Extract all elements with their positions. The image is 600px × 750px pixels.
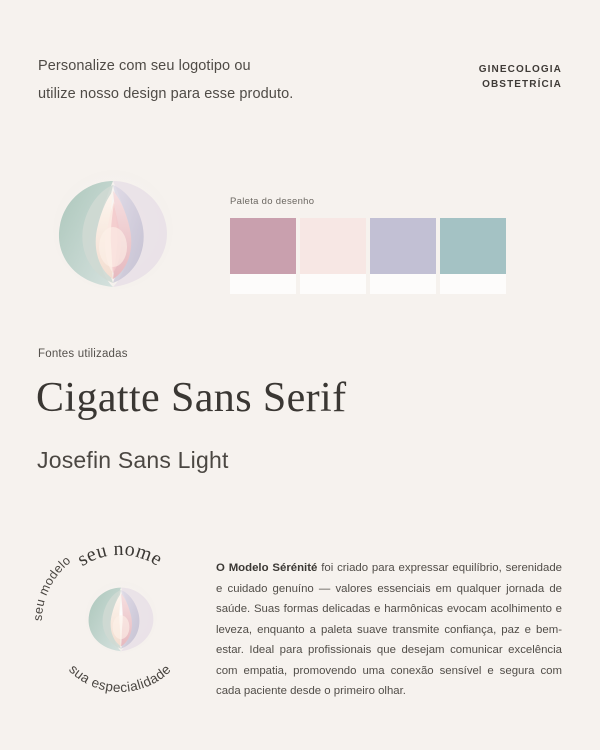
- swatch-1-color: [230, 218, 296, 274]
- swatch-4: [440, 218, 506, 294]
- swatch-3: [370, 218, 436, 294]
- description-bold-lead: O Modelo Sérénité: [216, 562, 318, 574]
- swatch-2-base: [300, 274, 366, 294]
- flower-logo-icon: [38, 155, 188, 305]
- swatch-3-color: [370, 218, 436, 274]
- svg-text:sua especialidade: sua especialidade: [66, 661, 174, 696]
- specialty-label: [479, 52, 562, 92]
- swatch-2: [300, 218, 366, 294]
- swatch-4-base: [440, 274, 506, 294]
- specialty-line-2: OBSTETRÍCIA: [482, 79, 562, 90]
- badge-flower-icon: [76, 572, 166, 662]
- intro-line-2: utilize nosso design para esse produto.: [38, 86, 294, 102]
- swatch-3-base: [370, 274, 436, 294]
- font-secondary-sample: Josefin Sans Light: [37, 447, 229, 473]
- svg-text:seu modelo: seu modelo: [30, 553, 74, 622]
- description-body: foi criado para expressar equilíbrio, serenidade e cuidado genuíno — valores essenciais em qualquer jornada de saúde. Suas formas delicadas e harmônicas evocam acolhimento e leveza, enquanto a paleta suave transmite confiança, paz e bem-estar. Ideal para profissionais que desejam comunicar excelência com empatia, promovendo uma conexão sensível e segura com cada paciente desde o primeiro olhar.: [216, 562, 562, 697]
- swatch-2-color: [300, 218, 366, 274]
- font-display-sample: Cigatte Sans Serif: [36, 375, 347, 421]
- swatch-4-color: [440, 218, 506, 274]
- palette-label: Paleta do desenho: [230, 196, 315, 207]
- fonts-label: Fontes utilizadas: [38, 348, 128, 360]
- palette-section: [230, 196, 506, 294]
- palette-swatches: [230, 218, 506, 294]
- svg-text:seu nome: seu nome: [73, 537, 167, 571]
- header: [38, 52, 562, 108]
- swatch-1: [230, 218, 296, 294]
- specialty-line-1: GINECOLOGIA: [478, 64, 562, 75]
- description-paragraph: [216, 558, 562, 702]
- intro-text: [38, 52, 293, 108]
- intro-line-1: Personalize com seu logotipo ou: [38, 58, 251, 74]
- circular-badge: [30, 528, 210, 708]
- swatch-1-base: [230, 274, 296, 294]
